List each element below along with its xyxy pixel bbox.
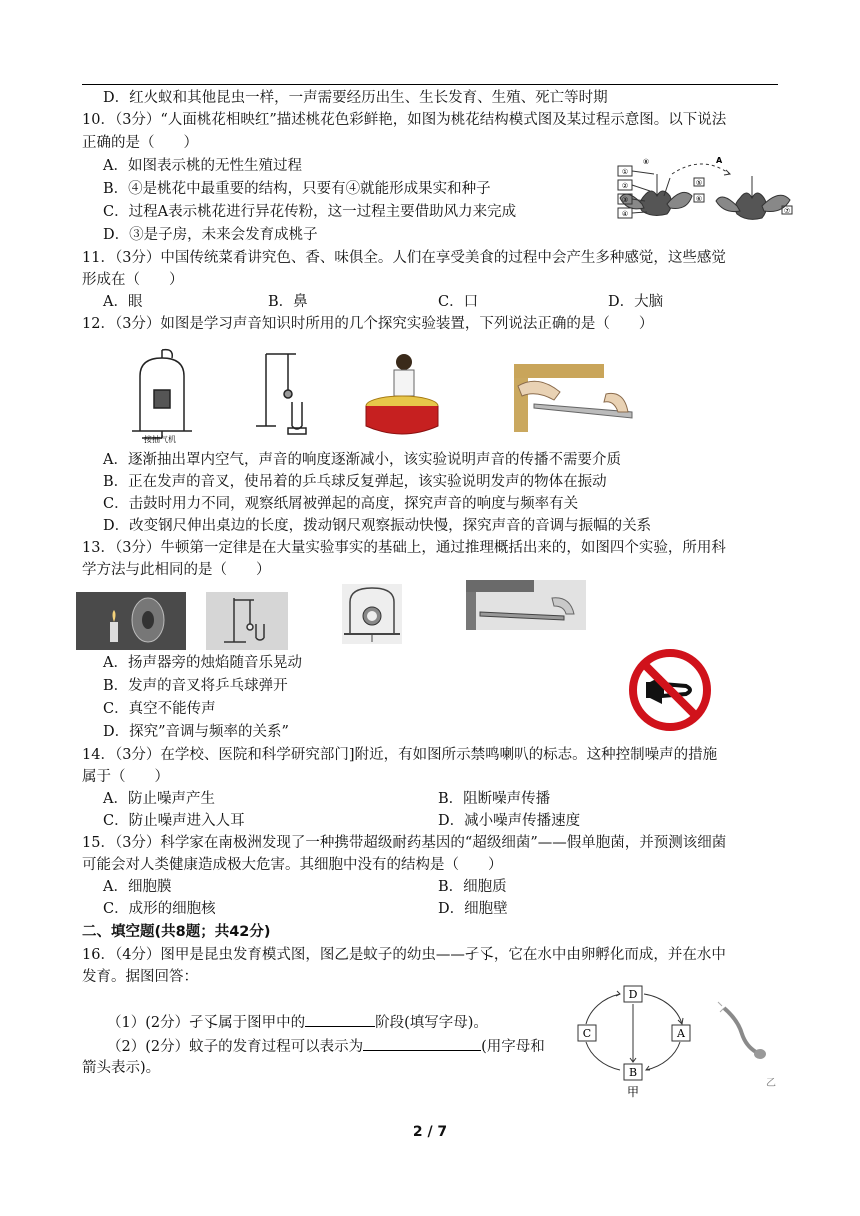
- q15-option-c: C．成形的细胞核: [103, 901, 216, 917]
- q11-stem-line2: 形成在（ ）: [82, 272, 184, 288]
- cycle-label-bottom: B: [628, 1066, 638, 1079]
- drum-figure: [362, 350, 444, 438]
- figure-number-label: ⑥: [695, 195, 703, 203]
- q12-option-b: B．正在发声的音叉，使吊着的乒乓球反复弹起，该实验说明发声的物体在振动: [103, 474, 607, 490]
- q10-option-d: D．③是子房，未来会发育成桃子: [103, 227, 318, 243]
- mosquito-larva-figure: [716, 1000, 782, 1092]
- q11-option-b: B．鼻: [268, 294, 308, 310]
- q13-option-d: D．探究”音调与频率的关系”: [103, 724, 289, 740]
- q16-sub1-suffix: 阶段(填写字母)。: [375, 1015, 488, 1031]
- q12-option-d: D．改变钢尺伸出桌边的长度，拨动钢尺观察振动快慢，探究声音的音调与振幅的关系: [103, 518, 652, 534]
- peach-flower-figure: [612, 156, 802, 226]
- q16-sub2-line2: 箭头表示)。: [82, 1060, 161, 1076]
- q12-stem: 12．（3分）如图是学习声音知识时所用的几个探究实验装置，下列说法正确的是（ ）: [82, 316, 654, 332]
- q12-option-c: C．击鼓时用力不同，观察纸屑被弹起的高度，探究声音的响度与频率有关: [103, 496, 579, 512]
- q14-option-d: D．减小噪声传播速度: [438, 813, 581, 829]
- tuning-fork-ball-photo: [206, 592, 288, 650]
- q16-stem-line1: 16．（4分）图甲是昆虫发育模式图，图乙是蚊子的幼虫——孑孓，它在水中由卵孵化而成，并在水中: [82, 947, 726, 963]
- q13-option-a: A．扬声器旁的烛焰随音乐晃动: [103, 655, 302, 671]
- q16-sub2-prefix: （2）(2分）蚊子的发育过程可以表示为: [107, 1039, 364, 1055]
- q14-stem-line2: 属于（ ）: [82, 769, 169, 785]
- figure-number-label: ⑧: [642, 158, 650, 166]
- q10-option-a: A．如图表示桃的无性生殖过程: [103, 158, 302, 174]
- q10-option-b: B．④是桃花中最重要的结构，只要有④就能形成果实和种子: [103, 181, 491, 197]
- q16-sub1-prefix: （1）(2分）孑孓属于图甲中的: [107, 1015, 306, 1031]
- cycle-label-right: A: [677, 1027, 685, 1040]
- q14-stem-line1: 14．（3分）在学校、医院和科学研究部门]附近，有如图所示禁鸣喇叭的标志。这种控制噪声的措施: [82, 747, 718, 763]
- q16-stem-line2: 发育。据图回答：: [82, 969, 198, 985]
- figure-number-label: ①: [621, 168, 629, 176]
- q16-sub2-blank[interactable]: [363, 1036, 481, 1051]
- section-title: 二、填空题(共8题；共42分): [82, 924, 271, 940]
- q15-option-d: D．细胞壁: [438, 901, 508, 917]
- caption-yi: 乙: [766, 1078, 776, 1089]
- q10-stem-line1: 10．（3分）“人面桃花相映红”描述桃花色彩鲜艳，如图为桃花结构模式图及某过程示意图。以下说法: [82, 112, 727, 128]
- q13-stem-line1: 13．（3分）牛顿第一定律是在大量实验事实的基础上，通过推理概括出来的，如图四个实验，所用科: [82, 540, 726, 556]
- figure-number-label: ④: [621, 210, 629, 218]
- q13-option-c: C．真空不能传声: [103, 701, 216, 717]
- cycle-label-left: C: [582, 1027, 592, 1040]
- q11-option-a: A．眼: [103, 294, 143, 310]
- q16-sub2: [107, 1036, 545, 1057]
- q15-option-b: B．细胞质: [438, 879, 507, 895]
- q15-stem-line1: 15．（3分）科学家在南极洲发现了一种携带超级耐药基因的“超级细菌”——假单胞菌，并预测该细菌: [82, 835, 727, 851]
- figure-label-a: A: [716, 156, 723, 165]
- q13-stem-line2: 学方法与此相同的是（ ）: [82, 562, 271, 578]
- q16-sub1: [107, 1012, 488, 1033]
- figure-number-label: ⑤: [695, 179, 703, 187]
- q9-option-d: D．红火蚁和其他昆虫一样，一声需要经历出生、生长发育、生殖、死亡等时期: [103, 90, 608, 106]
- q10-option-c: C．过程A表示桃花进行异花传粉，这一过程主要借助风力来完成: [103, 204, 517, 220]
- bell-jar-alarm-photo: [342, 584, 402, 644]
- q11-option-d: D．大脑: [608, 294, 664, 310]
- q14-option-b: B．阻断噪声传播: [438, 791, 551, 807]
- q15-option-a: A．细胞膜: [103, 879, 172, 895]
- tuning-fork-stand-figure: [248, 346, 310, 438]
- q13-option-b: B．发声的音叉将乒乓球弹开: [103, 678, 288, 694]
- ruler-table-photo: [466, 580, 586, 630]
- q10-stem-line2: 正确的是（ ）: [82, 135, 198, 151]
- figure-number-label: ⑦: [783, 207, 791, 215]
- caption-jia: 甲: [626, 1085, 640, 1099]
- steel-ruler-figure: [514, 364, 634, 434]
- q11-stem-line1: 11．（3分）中国传统菜肴讲究色、香、味俱全。人们在享受美食的过程中会产生多种感觉，这些感觉: [82, 250, 726, 266]
- cycle-label-top: D: [628, 988, 638, 1001]
- q12-option-a: A．逐渐抽出罩内空气，声音的响度逐渐减小，该实验说明声音的传播不需要介质: [103, 452, 621, 468]
- q15-stem-line2: 可能会对人类健康造成极大危害。其细胞中没有的结构是（ ）: [82, 857, 503, 873]
- header-rule: [82, 84, 778, 85]
- q14-option-a: A．防止噪声产生: [103, 791, 215, 807]
- q16-sub2-suffix: (用字母和: [481, 1039, 545, 1055]
- q16-sub1-blank[interactable]: [305, 1012, 375, 1027]
- vacuum-pump-caption: 接抽气机: [144, 435, 176, 444]
- page-number: 2 / 7: [412, 1124, 448, 1140]
- insect-cycle-diagram: [574, 984, 694, 1100]
- no-horn-sign: [628, 648, 712, 732]
- q11-option-c: C．口: [438, 294, 479, 310]
- q14-option-c: C．防止噪声进入人耳: [103, 813, 245, 829]
- figure-number-label: ③: [621, 196, 629, 204]
- bell-jar-figure: [122, 346, 212, 444]
- speaker-candle-photo: [76, 592, 186, 650]
- figure-number-label: ②: [621, 182, 629, 190]
